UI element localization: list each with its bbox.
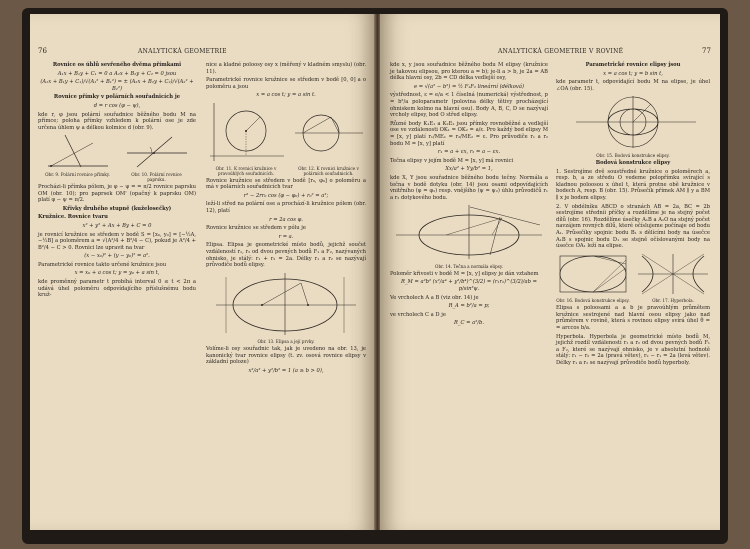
left-column-2 [206, 62, 366, 377]
right-page [380, 14, 720, 530]
paragraph: Tečna elipsy v jejím bodě M = [x, y] má rovnici [390, 157, 514, 164]
paragraph: Různé body K₁E₁ a K₂E₂ jsou přímky rovnoběžné a vedlejší ose ve vzdálenosti OK₁ = OK₂ = a/ε. Pro každý bod elipsy M = [x, y] platí r₁/ME₁ = r₂/ME₂ = ε. Pro průvodiče r₁ a r₂ bodu M = [x, y] platí [390, 120, 548, 147]
paragraph: 1. Sestrojíme dvě soustředné kružnice o poloměrech a, resp. b, a ze středu O vedeme polopřímku svírající s kladnou poloosou x úhel t, která protne obě kružnice v bodech A, resp. B (obr. 15). Průsečík přímek AM ∥ y a BM ∥ x je bodem elipsy. [556, 168, 710, 201]
paragraph: Hyperbola. Hyperbola je geometrické místo bodů M, jejichž rozdíl vzdáleností r₁ a r₂ od dvou pevných bodů F₁ a F₂, které se nazývají ohnisko, je v absolutní hodnotě stálý: r₁ − r₂ = 2a (pravá větev), r₂ − r₁ = 2a (levá větev). Délky r₁ a r₂ se nazývají průvodiče bodů hyperboly. [556, 333, 710, 367]
paragraph: Procházi-li přímka pólem, je φ − ψ = = π/2 rovnice paprsku OM (obr. 10); pro paprsek OM' (opačný k paprsku OM) platí φ − ψ = π/2. [38, 183, 196, 204]
paragraph: Parametrické rovnice kružnice se středem v bodě [0, 0] a o poloměru a jsou [206, 77, 366, 90]
paragraph: kde X, Y jsou souřadnice běžného bodu tečny. Normála a tečna v bodě dotyku (obr. 14) jsou osami odpovídajících vnitřního (φ = φ₂) resp. vnějšího (ψ = ψ₂) úhlu průvodičů r₁ a r₂ dotykového bodu. [390, 174, 548, 201]
ellipse-parts-diagram [206, 271, 364, 337]
equation: Xx/a² + Yy/b² = 1, [445, 166, 493, 173]
figure-10 [122, 133, 192, 182]
right-column-1 [390, 62, 548, 329]
paragraph: ve vrcholech C a D je [390, 311, 446, 318]
figure-9 [43, 133, 113, 182]
paragraph: Parametrické rovnice takto určené kružnice jsou [38, 261, 167, 268]
right-column-2 [556, 62, 710, 369]
equation: r = a. [278, 233, 294, 240]
ellipse-tangent-diagram [390, 203, 548, 261]
caption-figure-9: Obr. 9. Polární rovnice přímky. [45, 171, 110, 177]
circle-cartesian-diagram [206, 101, 286, 163]
paragraph: kde r, φ jsou polární souřadnice běžného bodu M na přímce; poloha přímky vzhledem k polární ose je zde určena úhlem ψ a délkou kolmice d (obr. 9). [38, 111, 196, 131]
figure-13 [206, 271, 366, 345]
left-column-1 [38, 62, 196, 301]
equation: x = a cos t; y = b sin t, [603, 70, 663, 77]
equation: e = √(a² − b²) = ½ F₁F₂ lineární (délková) [414, 83, 524, 90]
paragraph: Rovnice kružnice se středem v bodě [r₀, φ₀] o poloměru a má v polárních souřadnicích tvar [206, 177, 366, 191]
equation: R_C = a²/b. [453, 320, 484, 327]
paragraph: výstřednost, ε = e/a < 1 číselná (numerická) výstřednost, p = b²/a poloparametr (polovina délky tětivy procházející ohniskem kolmo na hlavní osu). Body A, B, C, D se nazývají vrcholy elipsy, bod O střed elipsy. [390, 92, 548, 119]
heading-parametric-ellipse: Parametrické rovnice elipsy jsou [585, 62, 681, 68]
heading-polar-line: Rovnice přímky v polárních souřadnicích je [53, 94, 181, 101]
running-header-left: ANALYTICKÁ GEOMETRIE [138, 48, 227, 55]
figure-15 [556, 94, 710, 158]
caption-figure-10: Obr. 10. Polární rovnice paprsku. [131, 171, 182, 182]
paragraph: Poloměr křivosti v bodě M = [x, y] elipsy je dán vztahem [390, 270, 539, 277]
figure-11 [206, 101, 286, 176]
equation: x = x₀ + a cos t; y = y₀ + a sin t, [74, 270, 160, 277]
ellipse-construction-circles [556, 94, 710, 150]
equation: R_A = b²/a = p; [448, 303, 490, 310]
caption-figure-13: Obr. 13. Elipsa a její prvky. [257, 339, 315, 345]
rectangle-ellipse-construction [556, 252, 630, 296]
paragraph: Volíme-li osy souřadnic tak, jak je uvedeno na obr. 13, je kanonický tvar rovnice elipsy (t. zv. osová rovnice elipsy v základní poloze) [206, 346, 366, 366]
caption-figure-11: Obr. 11. K rovnici kružnice v pravoúhlých souřadnicích. [215, 165, 277, 176]
equation: (x − x₀)² + (y − y₀)² = a². [84, 253, 150, 260]
page-number-right: 77 [702, 47, 711, 55]
polar-line-diagram [43, 133, 113, 169]
figure-12 [291, 101, 366, 176]
heading-angle-bisectors: Rovnice os úhlů sevřeného dvěma přímkami [52, 62, 182, 68]
caption-figure-14: Obr. 14. Tečna a normála elipsy. [435, 263, 503, 269]
paragraph: leží-li střed na polární ose a prochází-li kružnice pólem (obr. 12), platí [206, 201, 366, 214]
caption-figure-12: Obr. 12. K rovnici kružnice v polárních souřadnicích. [298, 165, 359, 176]
paragraph: 2. V obdélníku ABCD o stranách AB = 2a, BC = 2b sestrojíme středníi příčky a rozdělíme je na stejný počet dílů (obr. 16). Rozdělíme úsečky A₁B a A₁O na stejný počet navzájem rovných dílů, které očíslujeme počínaje od bodu A₁. Průsečíky spojnic bodu B₁ s dělícími body na úsečce A₁B s spojnic bodu D₁ se stejně očíslovanými body na úsečce OA₁ leží na elipse. [556, 203, 710, 250]
equation: x² + y² + Ax + By + C = 0 [82, 222, 152, 229]
equation: r₁ = a + εx, r₂ = a − εx. [437, 149, 501, 156]
circle-polar-diagram [291, 101, 366, 163]
polar-ray-diagram [122, 133, 192, 169]
equation: x = a cos t; y = a sin t. [256, 92, 316, 99]
paragraph: Elipsa. Elipsa je geometrické místo bodů, jejichž součet vzdáleností r₁, r₂ od dvou pevných bodů F₁ a F₂, nazývaných ohnisko, je stálý: r₁ + r₂ = 2a. Délky r₁ a r₂ se nazývají průvodiče bodů elipsy. [206, 242, 366, 269]
paragraph: nice a kladné poloosy osy x (měřený v kladném smyslu) (obr. 11). [206, 62, 366, 75]
paragraph: Ve vrcholech A a B (viz obr. 14) je [390, 294, 479, 301]
heading-point-construction: Bodová konstrukce elipsy [595, 159, 671, 166]
figure-14 [390, 203, 548, 269]
equation: x²/a² + y²/b² = 1 (a ≥ b > 0), [248, 368, 324, 375]
caption-figure-17: Obr. 17. Hyperbola. [652, 298, 694, 304]
caption-figure-15: Obr. 15. Bodová konstrukce elipsy. [596, 152, 670, 158]
paragraph: kde proměnný parametr t probíhá interval 0 ≤ t < 2π a udává úhel poloměru odpovídajícího příslušnému bodu kruž- [38, 279, 196, 299]
equation: r = 2a cos φ. [269, 216, 303, 223]
paragraph: kde parametr t, odpovídající bodu M na elipse, je úhel ∠OA (obr. 15). [556, 79, 710, 92]
caption-figure-16: Obr. 16. Bodová konstrukce elipsy. [556, 298, 630, 304]
hyperbola-diagram [636, 252, 710, 296]
paragraph: Rovnice kružnice se středem v pólu je [206, 225, 306, 232]
running-header-right: ANALYTICKÁ GEOMETRIE V ROVINĚ [498, 48, 624, 55]
figure-17 [636, 252, 710, 304]
equation: R_M = a²b² (x²/a⁴ + y²/b⁴)^(3/2) = (r₁r₂)^(3/2)/ab = p/sin³ψ. [401, 279, 537, 293]
heading-circle: Kružnice. Rovnice tvaru [38, 214, 108, 221]
page-number-left: 76 [38, 47, 47, 55]
equation: r² − 2rr₀ cos (φ − φ₀) + r₀² = a²; [243, 192, 329, 199]
heading-conics: Křivky druhého stupně (kuželosečky) [62, 205, 172, 212]
figure-16 [556, 252, 630, 304]
equation: (A₁x + B₁y + C₁)/√(A₁² + B₁²) = ± (A₂x + B₂y + C₂)/√(A₂² + B₂²) [40, 79, 194, 92]
paragraph: je rovnicí kružnice se středem v bodě S = [x₀, y₀] = [−½A, −½B] a poloměrem a = √(A²/4 + B²/4 − C), pokud je A²/4 + B²/4 − C > 0. Rovnici lze upravit na tvar [38, 231, 196, 251]
paragraph: kde x, y jsou souřadnice běžného bodu M elipsy (kružnice je takovou elipsou, pro kterou a = b); je-li a > b, je 2a = AB délka hlavní osy, 2b = CD délka vedlejší osy, [390, 62, 548, 82]
equation: d = r cos (φ − ψ), [93, 102, 141, 109]
left-page [30, 14, 375, 530]
paragraph: Elipsa s poloosami a a b je pravoúhlým průmětem kružnice sestrojené nad hlavní osou elipsy jako nad průměrem v rovině, která s rovinou elipsy svírá úhel θ = = arccos b/a. [556, 305, 710, 332]
equation: A₁x + B₁y + C₁ = 0 a A₂x + B₂y + C₂ = 0 jsou [57, 70, 177, 77]
